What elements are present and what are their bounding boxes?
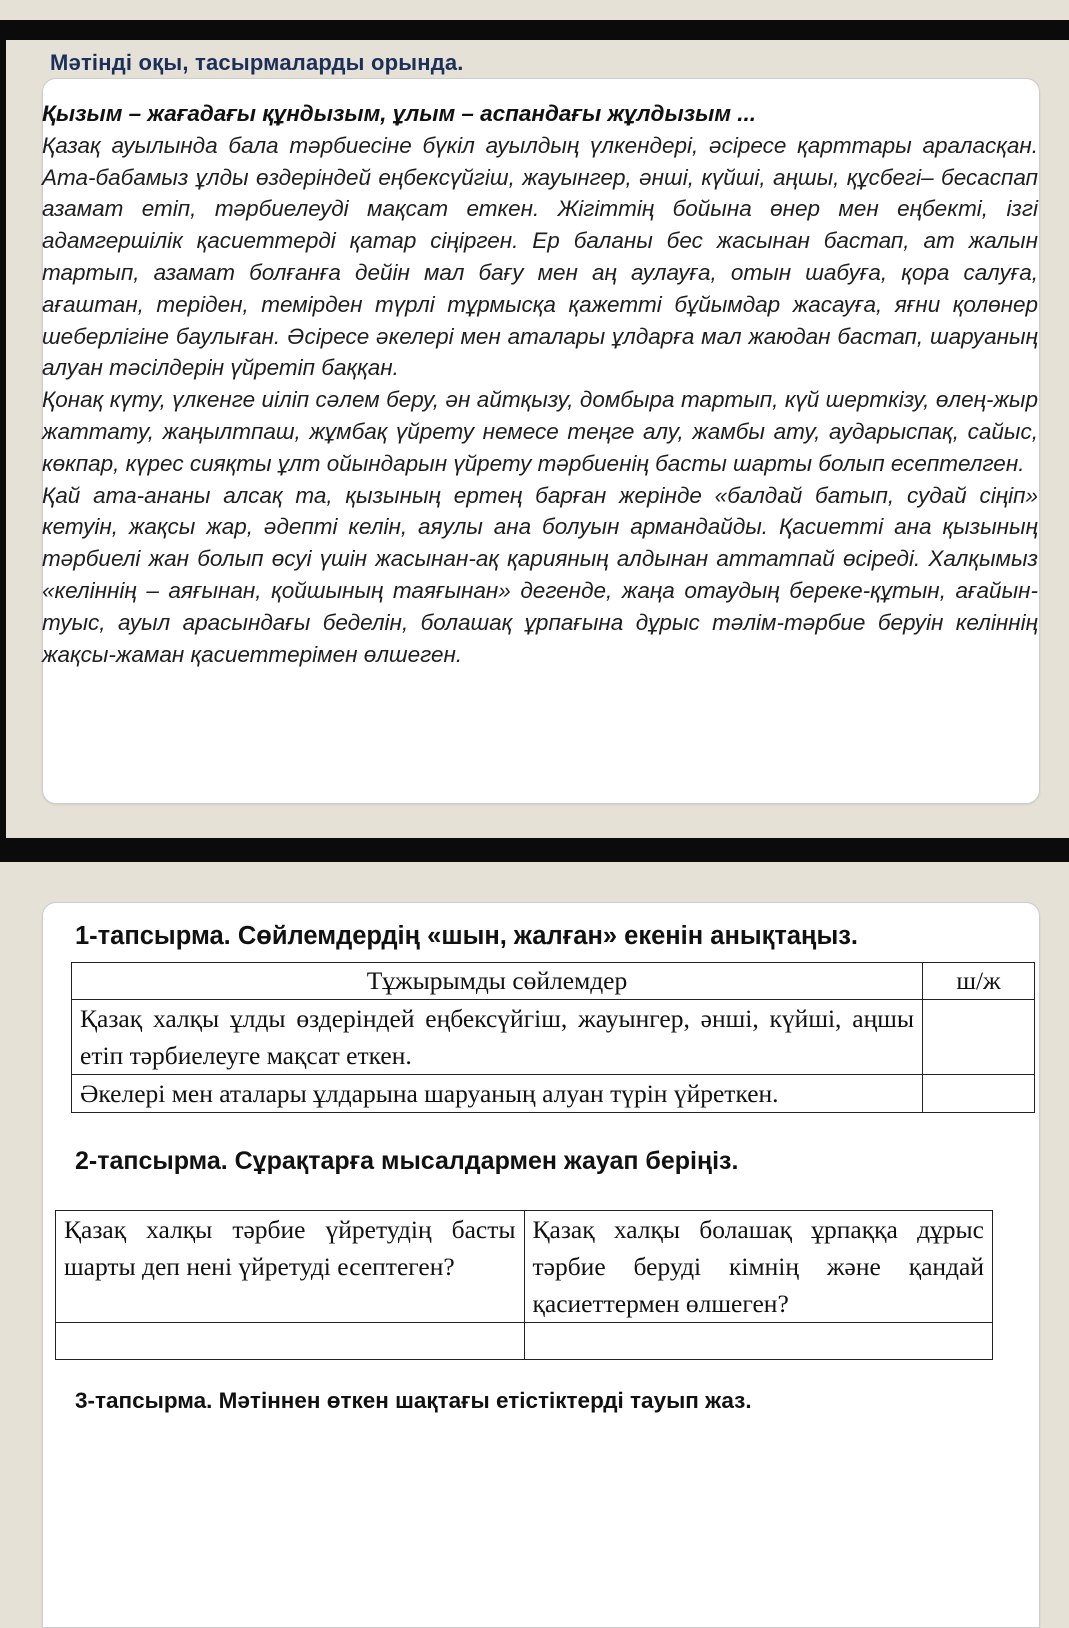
- text-heading: Қызым – жағадағы құндызым, ұлым – аспандағы жұлдызым ...: [42, 101, 757, 126]
- statement-cell: Қазақ халқы ұлды өздеріндей еңбексүйгіш, жауынгер, әнші, күйші, аңшы етіп тәрбиелеуге мақсат еткен.: [72, 1000, 923, 1075]
- task2-title: 2-тапсырма. Сұрақтарға мысалдармен жауап беріңіз.: [75, 1147, 739, 1175]
- statement-cell: Әкелері мен аталары ұлдарына шаруаның алуан түрін үйреткен.: [72, 1075, 923, 1113]
- statements-header: Тұжырымды сөйлемдер: [72, 963, 923, 1000]
- top-strip: [0, 0, 1069, 20]
- text-paragraph: Қазақ ауылында бала тәрбиесіне бүкіл ауылдың үлкендері, әсіресе қарттары араласқан. Ата-бабамыз ұлды өздеріндей еңбексүйгіш, жауынгер, әнші, күйші, аңшы, құсбегі– бесаспап азамат етіп, тәрбиелеуді мақсат еткен. Жігіттің бойына өнер мен еңбекті, ізгі адамгершілік қасиеттерді қатар сіңірген. Ер баланы бес жасынан бастап, ат жалын тартып, азамат болғанға дейін мал бағу мен аң аулауға, отын шабуға, қора салуға, ағаштан, теріден, темірден түрлі тұрмысқа қажетті бұйымдар жасауға, яғни қолөнер шеберлігіне баулыған. Әсіресе әкелері мен аталары ұлдарға мал жаюдан бастап, шаруаның алуан тәсілдерін үйретіп баққан.: [42, 132, 1038, 381]
- reading-text: [42, 98, 1038, 670]
- table-header-row: [72, 963, 1035, 1000]
- page-separator-middle: [0, 838, 1069, 862]
- task3-title: 3-тапсырма. Мәтіннен өткен шақтағы етістіктерді тауып жаз.: [75, 1388, 752, 1413]
- table-row: [72, 1075, 1035, 1113]
- task1-title: 1-тапсырма. Сөйлемдердің «шын, жалған» екенін анықтаңыз.: [75, 922, 858, 950]
- mark-header: ш/ж: [923, 963, 1035, 1000]
- answer-row: [56, 1323, 993, 1360]
- instruction-title: Мәтінді оқы, тасырмаларды орында.: [50, 50, 464, 75]
- question-cell: Қазақ халқы болашақ ұрпаққа дұрыс тәрбие беруді кімнің және қандай қасиеттермен өлшеген?: [524, 1211, 993, 1323]
- answer-cell[interactable]: [524, 1323, 993, 1360]
- answer-cell[interactable]: [923, 1000, 1035, 1075]
- page-separator-top: [0, 20, 1069, 40]
- true-false-table: [71, 962, 1035, 1113]
- table-row: [72, 1000, 1035, 1075]
- questions-table: [55, 1210, 993, 1360]
- left-edge: [0, 40, 6, 838]
- question-cell: Қазақ халқы тәрбие үйретудің басты шарты деп нені үйретуді есептеген?: [56, 1211, 525, 1323]
- answer-cell[interactable]: [923, 1075, 1035, 1113]
- answer-cell[interactable]: [56, 1323, 525, 1360]
- text-paragraph: Қай ата-ананы алсақ та, қызының ертең барған жерінде «балдай батып, судай сіңіп» кетуін, жақсы жар, әдепті келін, аяулы ана болуын армандайды. Қасиетті ана қызының тәрбиелі жан болып өсуі үшін жасынан-ақ қарияның алдынан аттатпай өсіреді. Халқымыз «келіннің – аяғынан, қойшының таяғынан» дегенде, жаңа отаудың береке-құтын, ағайын-туыс, ауыл арасындағы беделін, болашақ ұрпағына дұрыс тәлім-тәрбие беруін келіннің жақсы-жаман қасиеттерімен өлшеген.: [42, 482, 1038, 667]
- text-paragraph: Қонақ күту, үлкенге иіліп сәлем беру, ән айтқызу, домбыра тартып, күй шерткізу, өлең-жыр жаттату, жаңылтпаш, жұмбақ үйрету немесе теңге алу, жамбы ату, аударыспақ, сайыс, көкпар, күрес сияқты ұлт ойындарын үйрету тәрбиенің басты шарты болып есептелген.: [42, 387, 1038, 476]
- question-row: [56, 1211, 993, 1323]
